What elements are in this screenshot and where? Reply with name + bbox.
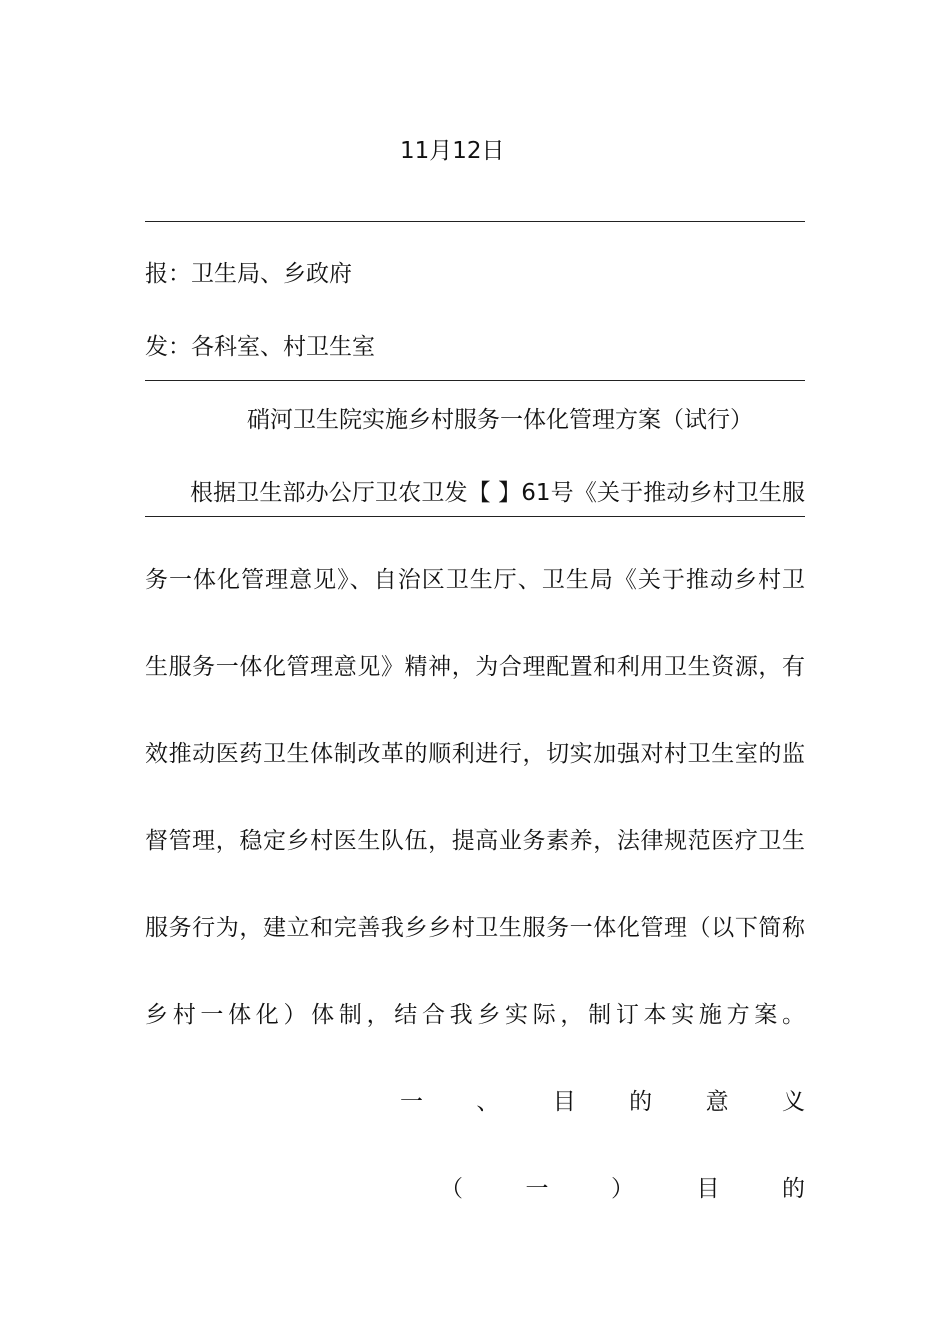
subsection-heading-char: （ [440,1176,463,1202]
document-date: 11月12日 [400,138,505,164]
report-to-line: 报：卫生局、乡政府 [145,261,352,287]
body-line-2: 务一体化管理意见》、自治区卫生厅、卫生局《关于推动乡村卫 [145,567,805,593]
body-line-5: 督管理，稳定乡村医生队伍，提高业务素养，法律规范医疗卫生 [145,828,805,854]
section-heading-char: 一 [400,1089,423,1115]
section-heading-char: 意 [705,1089,729,1115]
header-rule-bottom [145,380,805,381]
subsection-heading [440,1174,805,1204]
body-line-4: 效推动医药卫生体制改革的顺利进行，切实加强对村卫生室的监 [145,741,805,767]
section-heading-char: 、 [476,1089,500,1115]
distribute-to-line: 发：各科室、村卫生室 [145,334,375,360]
body-underline [145,516,805,517]
section-heading-char: 的 [629,1089,653,1115]
subsection-heading-char: 目 [696,1176,720,1202]
header-rule-top [145,221,805,222]
document-title: 硝河卫生院实施乡村服务一体化管理方案（试行） [247,407,753,433]
subsection-heading-char: 的 [782,1176,805,1202]
section-heading [400,1087,805,1117]
body-line-3: 生服务一体化管理意见》精神，为合理配置和利用卫生资源，有 [145,654,805,680]
subsection-heading-char: ） [611,1176,634,1202]
section-heading-char: 目 [552,1089,576,1115]
body-line-6: 服务行为，建立和完善我乡乡村卫生服务一体化管理（以下简称 [145,915,805,941]
subsection-heading-char: 一 [525,1176,549,1202]
body-line-7: 乡村一体化）体制，结合我乡实际，制订本实施方案。 [145,1002,805,1028]
body-line-1: 根据卫生部办公厅卫农卫发【 】61号《关于推动乡村卫生服 [190,480,805,506]
section-heading-char: 义 [781,1089,805,1115]
